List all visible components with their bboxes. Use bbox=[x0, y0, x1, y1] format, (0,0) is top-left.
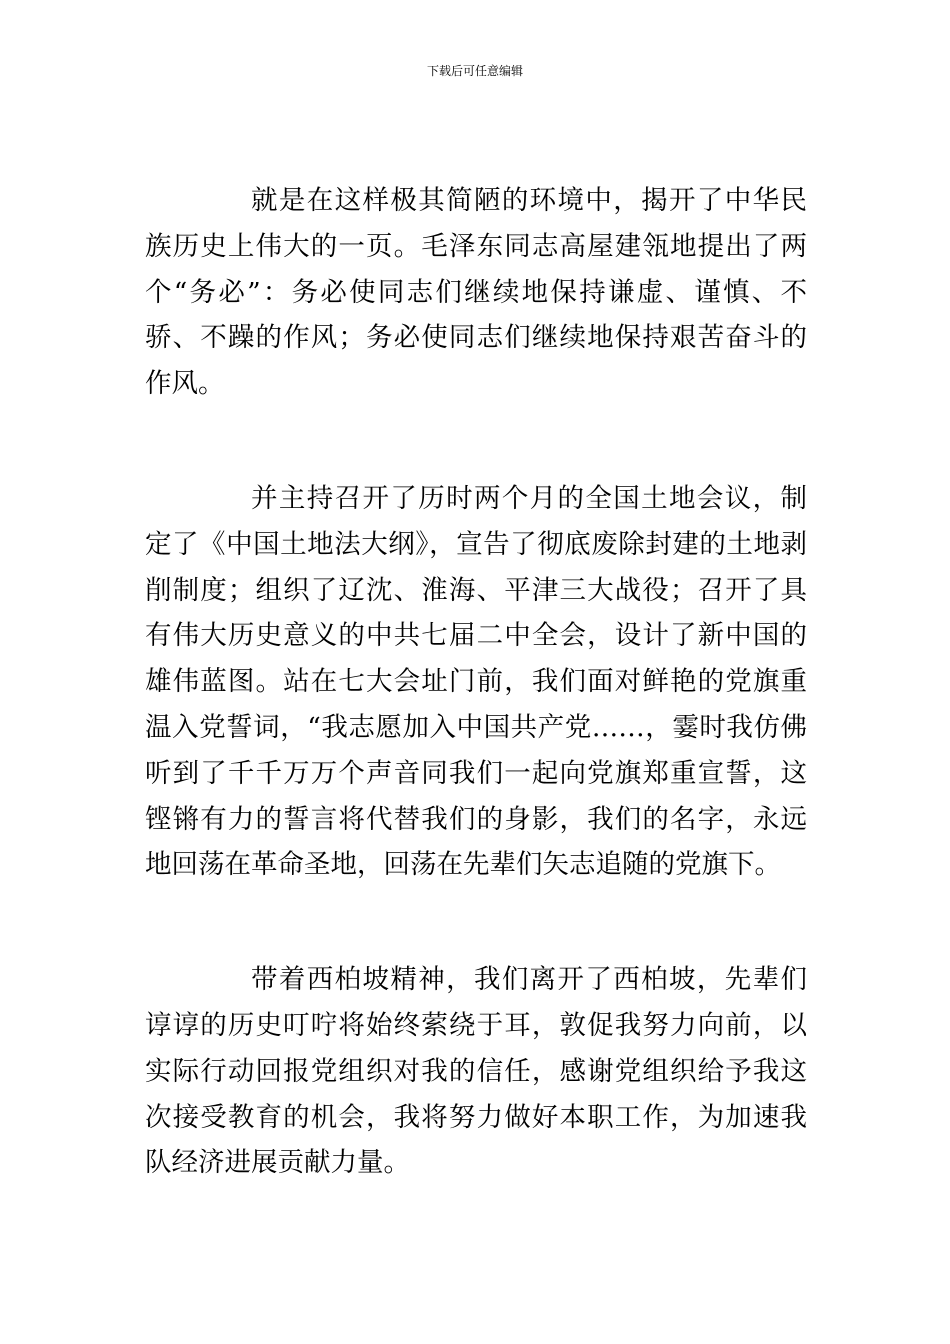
document-body bbox=[145, 178, 807, 1186]
page-header-note: 下载后可任意编辑 bbox=[426, 64, 523, 78]
paragraph-1: 就是在这样极其简陋的环境中，揭开了中华民族历史上伟大的一页。毛泽东同志高屋建瓴地提出了两个“务必”：务必使同志们继续地保持谦虚、谨慎、不骄、不躁的作风；务必使同志们继续地保持艰苦奋斗的作风。 bbox=[145, 185, 807, 400]
paragraph-3: 带着西柏坡精神，我们离开了西柏坡，先辈们谆谆的历史叮咛将始终萦绕于耳，敦促我努力向前，以实际行动回报党组织对我的信任，感谢党组织给予我这次接受教育的机会，我将努力做好本职工作，为加速我队经济进展贡献力量。 bbox=[145, 964, 807, 1179]
paragraph-2: 并主持召开了历时两个月的全国土地会议，制定了《中国土地法大纲》，宣告了彻底废除封建的土地剥削制度；组织了辽沈、淮海、平津三大战役；召开了具有伟大历史意义的中共七届二中全会，设计了新中国的雄伟蓝图。站在七大会址门前，我们面对鲜艳的党旗重温入党誓词，“我志愿加入中国共产党……，霎时我仿佛听到了千千万万个声音同我们一起向党旗郑重宣誓，这铿锵有力的誓言将代替我们的身影，我们的名字，永远地回荡在革命圣地，回荡在先辈们矢志追随的党旗下。 bbox=[145, 482, 807, 881]
